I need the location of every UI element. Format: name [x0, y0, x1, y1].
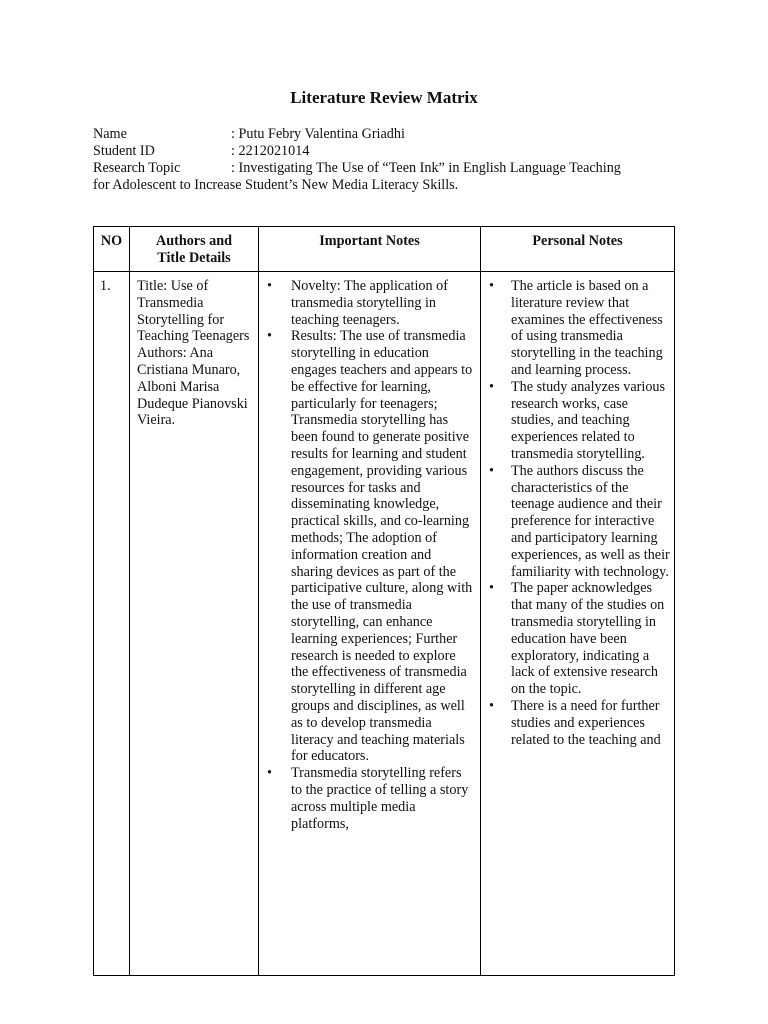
research-topic-continuation: for Adolescent to Increase Student’s New Media Literacy Skills. [93, 177, 459, 193]
list-item: • Transmedia storytelling refers to the practice of telling a story across multiple media platforms, [259, 765, 475, 832]
student-id-label: Student ID [93, 143, 155, 159]
list-item: • Results: The use of transmedia storytelling in education engages teachers and appears to be effective for learning, particularly for teenagers; Transmedia storytelling has been found to generate positive results for learning and student engagement, providing various resources for tasks and disseminating knowledge, practical skills, and co-learning methods; The adoption of information creation and sharing devices as part of the participative culture, along with the use of transmedia storytelling, can enhance learning experiences; Further research is needed to explore the effectiveness of transmedia storytelling in different age groups and disciplines, as well as to develop transmedia literacy and teaching materials for educators. [259, 328, 475, 765]
list-item: • The study analyzes various research works, case studies, and teaching experiences related to transmedia storytelling. [481, 379, 670, 463]
list-item: • Novelty: The application of transmedia storytelling in teaching teenagers. [259, 278, 475, 328]
name-value: : Putu Febry Valentina Griadhi [231, 126, 405, 142]
list-item: • The article is based on a literature review that examines the effectiveness of using transmedia storytelling in the teaching and learning process. [481, 278, 670, 379]
list-item: • The paper acknowledges that many of the studies on transmedia storytelling in education have been exploratory, indicating a lack of extensive research on the topic. [481, 580, 670, 698]
name-label: Name [93, 126, 127, 142]
authors-title-text: Title: Use of Transmedia Storytelling for Teaching Teenagers Authors: Ana Cristiana Munaro, Alboni Marisa Dudeque Pianovski Vieira. [137, 278, 250, 429]
personal-notes-list [481, 278, 670, 748]
header-personal-notes: Personal Notes [481, 227, 675, 272]
important-notes-clip [259, 278, 480, 969]
literature-matrix-table [93, 226, 675, 976]
list-item: • The authors discuss the characteristics of the teenage audience and their preference for interactive and participatory learning experiences, as well as their familiarity with technology. [481, 463, 670, 581]
cell-no [94, 272, 130, 976]
header-no: NO [94, 227, 130, 272]
list-item: • There is a need for further studies and experiences related to the teaching and [481, 698, 670, 748]
page-title: Literature Review Matrix [290, 88, 478, 107]
student-id-value: : 2212021014 [231, 143, 310, 159]
header-authors-text: Authors and Title Details [155, 233, 233, 266]
table-header-row [94, 227, 675, 272]
table-row [94, 272, 675, 976]
header-authors [130, 227, 259, 272]
research-topic-label: Research Topic [93, 160, 181, 176]
personal-notes-clip [481, 278, 674, 969]
cell-authors-title [130, 272, 259, 976]
important-notes-list [259, 278, 475, 832]
research-topic-value: : Investigating The Use of “Teen Ink” in English Language Teaching [231, 160, 621, 176]
header-important-notes: Important Notes [259, 227, 481, 272]
cell-personal-notes [481, 272, 675, 976]
row-number: 1. [100, 278, 111, 294]
cell-important-notes [259, 272, 481, 976]
